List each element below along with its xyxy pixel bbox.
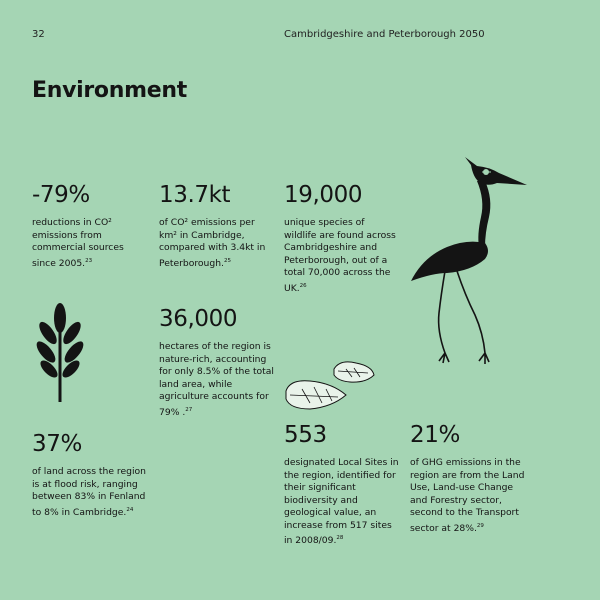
footnote-ref: 29 (476, 522, 484, 529)
stat-flood-risk (32, 433, 152, 519)
stat-species (284, 184, 399, 295)
footnote-ref: 28 (336, 535, 344, 541)
stat-description: of CO² emissions per km² in Cambridge, compared with 3.4kt in Peterborough.$^{25}$ (159, 217, 266, 269)
footnote-ref: 23 (85, 257, 93, 264)
section-title: Environment (32, 78, 187, 103)
wheat-icon (30, 300, 90, 405)
stat-local-sites (284, 424, 399, 548)
stat-description: of GHG emissions in the region are from the Land Use, Land-use Change and Forestry sector, second to the Transport sector at 28%.$^{29}$ (410, 457, 525, 534)
stat-co2-commercial (32, 184, 147, 270)
stat-value: 37% (32, 431, 82, 457)
stat-description: unique species of wildlife are found across Cambridgeshire and Peterborough, out of a total 70,000 across the UK.$^{26}$ (284, 217, 396, 294)
footnote-ref: 24 (126, 506, 134, 513)
footnote-ref: 25 (223, 257, 231, 264)
footnote-ref: 26 (299, 282, 307, 289)
stat-ghg-land-use (410, 424, 530, 535)
stat-value: 36,000 (159, 306, 238, 332)
footnote-ref: 27 (185, 406, 193, 413)
stat-description: hectares of the region is nature-rich, accounting for only 8.5% of the total land area, while agriculture accounts for 79% .$^{27}$ (159, 341, 274, 418)
stat-nature-rich (159, 308, 274, 419)
stat-value: 553 (284, 422, 327, 448)
heron-icon (405, 155, 535, 370)
stat-value: -79% (32, 182, 90, 208)
lily-pad-icon (280, 355, 385, 420)
stat-co2-per-km (159, 184, 274, 270)
stat-value: 13.7kt (159, 182, 231, 208)
stat-value: 19,000 (284, 182, 363, 208)
document-title: Cambridgeshire and Peterborough 2050 (284, 29, 485, 40)
stat-value: 21% (410, 422, 460, 448)
stat-description: designated Local Sites in the region, identified for their significant biodiversity and geological value, an increase from 517 sites in 2008/09.28 (284, 457, 399, 547)
stat-description: reductions in CO² emissions from commercial sources since 2005.23 (32, 217, 124, 269)
stat-description: of land across the region is at flood risk, ranging between 83% in Fenland to 8% in Cambridge.$^{24}$ (32, 466, 146, 518)
page-number: 32 (32, 29, 45, 40)
